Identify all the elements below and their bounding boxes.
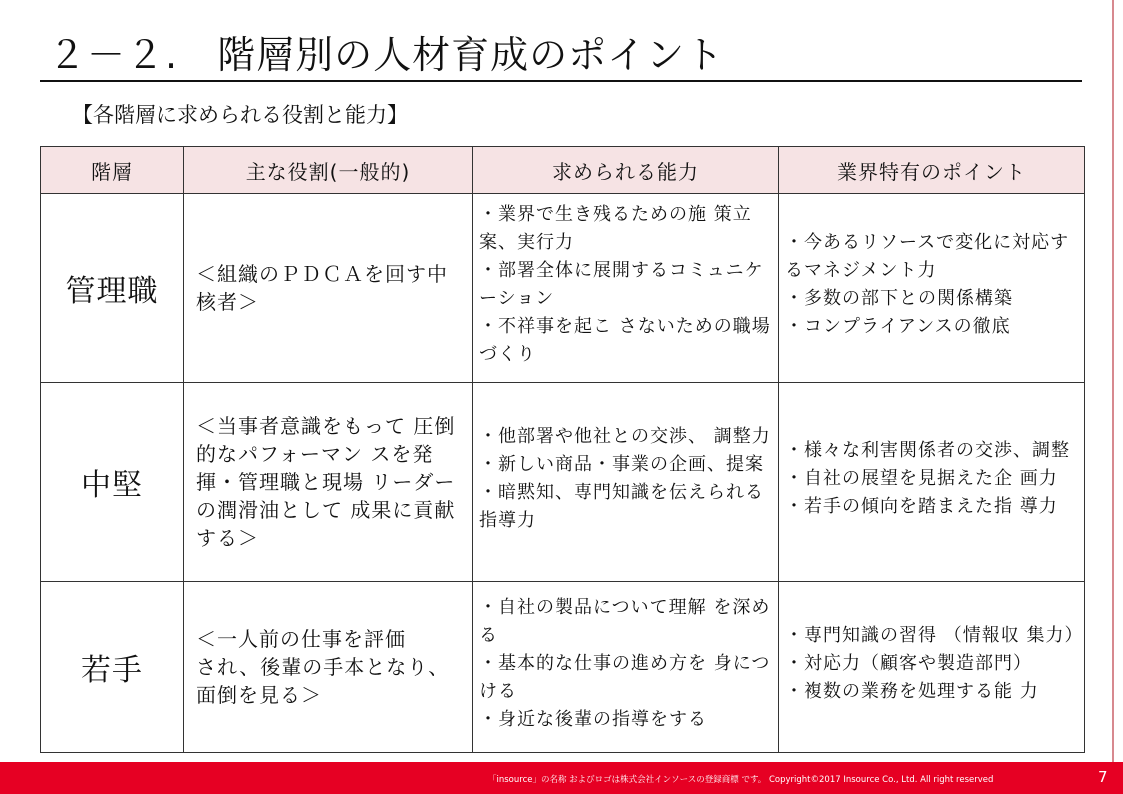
title-underline — [40, 80, 1082, 82]
ability-item: ・不祥事を起こ さないための職場づくり — [479, 316, 771, 365]
role-text: され、後輩の手本となり、面倒を見る＞ — [196, 655, 450, 707]
role-ability-table — [40, 146, 1085, 753]
ability-item: ・身近な後輩の指導をする — [479, 709, 707, 730]
abilities-cell — [473, 194, 779, 383]
page-title: ２－２. 階層別の人材育成のポイント — [48, 33, 725, 77]
role-cell — [184, 194, 473, 383]
footer-bar — [0, 762, 1123, 794]
point-item: ・専門知識の習得 （情報収 集力） — [785, 625, 1084, 646]
ability-item: ・暗黙知、専門知識を伝えられる指導力 — [479, 482, 764, 531]
abilities-cell — [473, 383, 779, 582]
point-item: ・複数の業務を処理する能 力 — [785, 681, 1039, 702]
copyright-notice: 「insource」の名称 およびロゴは株式会社インソースの登録商標 です。 Copyright©2017 Insource Co., Ltd. All right reserved — [488, 775, 994, 785]
point-item: ・多数の部下との関係構築 — [785, 288, 1013, 309]
point-item: ・若手の傾向を踏まえた指 導力 — [785, 496, 1058, 517]
tier-cell: 中堅 — [41, 383, 184, 582]
point-item: ・今あるリソースで変化に対応するマネジメント力 — [785, 232, 1070, 281]
point-item: ・コンプライアンスの徹底 — [785, 316, 1011, 337]
role-text: ＜一人前の仕事を評価 — [196, 627, 406, 651]
header-abilities: 求められる能力 — [473, 147, 779, 194]
role-cell — [184, 582, 473, 753]
ability-item: ・基本的な仕事の進め方を 身につける — [479, 653, 771, 702]
tier-cell: 若手 — [41, 582, 184, 753]
section-subtitle: 【各階層に求められる役割と能力】 — [72, 103, 408, 127]
role-text: ＜当事者意識をもって 圧倒的なパフォーマン スを発揮・管理職と現場 リーダーの潤滑油として 成果に貢献する＞ — [196, 414, 456, 550]
table-row — [41, 383, 1085, 582]
ability-item: ・自社の製品について理解 を深める — [479, 597, 771, 646]
ability-item: ・業界で生き残るための施 策立案、実行力 — [479, 204, 752, 253]
ability-item: ・他部署や他社との交渉、 調整力 — [479, 426, 771, 447]
point-item: ・様々な利害関係者の交渉、調整 — [785, 440, 1070, 461]
abilities-cell — [473, 582, 779, 753]
header-role: 主な役割(一般的) — [184, 147, 473, 194]
header-industry-points: 業界特有のポイント — [779, 147, 1085, 194]
table-row — [41, 582, 1085, 753]
point-item: ・自社の展望を見据えた企 画力 — [785, 468, 1058, 489]
ability-item: ・新しい商品・事業の企画、提案 — [479, 454, 764, 475]
points-cell — [779, 582, 1085, 753]
page-number: 7 — [1098, 768, 1108, 786]
points-cell — [779, 194, 1085, 383]
table-row — [41, 194, 1085, 383]
right-edge-rule — [1112, 0, 1114, 762]
header-tier: 階層 — [41, 147, 184, 194]
tier-cell: 管理職 — [41, 194, 184, 383]
role-text: ＜組織のＰＤＣＡを回す中核者＞ — [196, 262, 448, 314]
role-cell — [184, 383, 473, 582]
points-cell — [779, 383, 1085, 582]
ability-item: ・部署全体に展開するコミュニケーション — [479, 260, 764, 309]
point-item: ・対応力（顧客や製造部門） — [785, 653, 1032, 674]
table-header-row — [41, 147, 1085, 194]
